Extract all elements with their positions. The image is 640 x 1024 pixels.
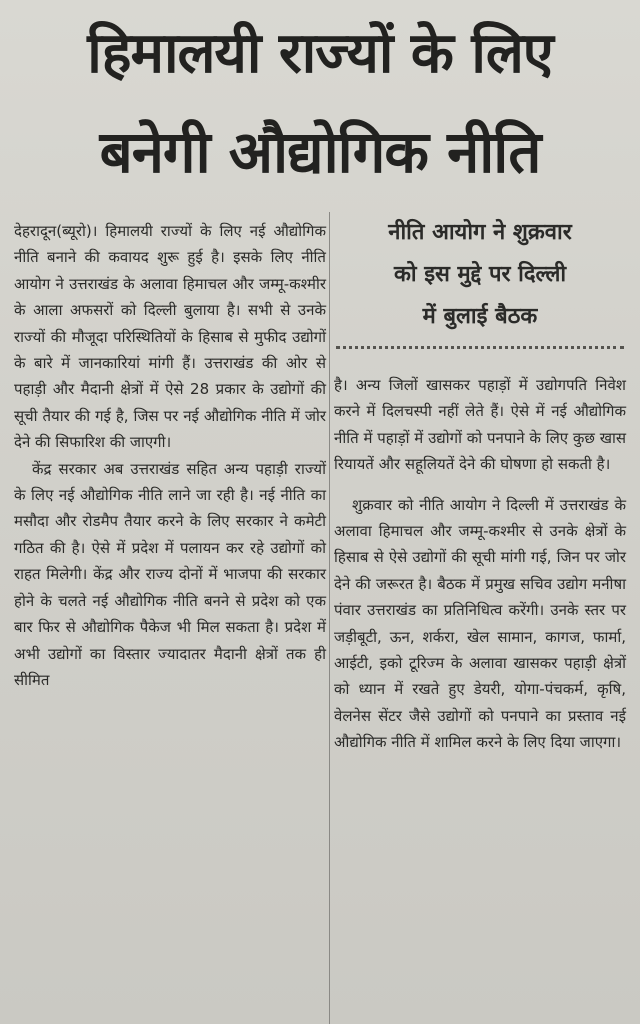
left-column xyxy=(14,218,326,693)
right-column xyxy=(334,372,626,756)
headline-line-2: बनेगी औद्योगिक नीति xyxy=(99,118,541,186)
headline-line-1: हिमालयी राज्यों के लिए xyxy=(87,21,553,86)
subheadline-divider xyxy=(336,346,624,349)
left-paragraph-2: केंद्र सरकार अब उत्तराखंड सहित अन्य पहाड़ी राज्यों के लिए नई औद्योगिक नीति लाने जा रही है। नई नीति का मसौदा और रोडमैप तैयार करने के लिए सरकार ने कमेटी गठित की है। ऐसे में प्रदेश में पलायन कर रहे उद्योगों को राहत मिलेगी। केंद्र और राज्य दोनों में भाजपा की सरकार होने के चलते नई औद्योगिक नीति बनने से प्रदेश को एक बार फिर से औद्योगिक पैकेज भी मिल सकता है। प्रदेश में अभी उद्योगों का विस्तार ज्यादातर मैदानी क्षेत्रों तक ही सीमित xyxy=(14,459,326,689)
subheadline-line-1: नीति आयोग ने शुक्रवार xyxy=(388,220,572,245)
subheadline-line-3: में बुलाई बैठक xyxy=(422,304,538,329)
right-paragraph-1: है। अन्य जिलों खासकर पहाड़ों में उद्योगपति निवेश करने में दिलचस्पी नहीं लेते हैं। ऐसे में नई औद्योगिक नीति में पहाड़ों में उद्योगों को पनपाने के लिए कुछ खास रियायतें और सहूलियतें देने की घोषणा हो सकती है। xyxy=(334,376,626,474)
subheadline-line-2: को इस मुद्दे पर दिल्ली xyxy=(393,262,567,287)
left-paragraph-1: देहरादून(ब्यूरो)। हिमालयी राज्यों के लिए नई औद्योगिक नीति बनाने की कवायद शुरू हुई है। इसके लिए नीति आयोग ने उत्तराखंड के अलावा हिमाचल और जम्मू-कश्मीर के आला अफसरों को दिल्ली बुलाया है। सभी से उनके राज्यों की मौजूदा परिस्थितियों के हिसाब से मुफीद उद्योगों के बारे में जानकारियां मांगी हैं। उत्तराखंड की ओर से पहाड़ी और मैदानी क्षेत्रों में ऐसे 28 प्रकार के उद्योगों की सूची तैयार की गई है, जिस पर नई औद्योगिक नीति में जोर देने की सिफारिश की जाएगी। xyxy=(14,222,326,452)
right-paragraph-2: शुक्रवार को नीति आयोग ने दिल्ली में उत्तराखंड के अलावा हिमाचल और जम्मू-कश्मीर से उनके क्षेत्रों के हिसाब से ऐसे उद्योगों की सूची मांगी गई, जिन पर जोर देने की जरूरत है। बैठक में प्रमुख सचिव उद्योग मनीषा पंवार उत्तराखंड का प्रतिनिधित्व करेंगी। उनके स्तर पर जड़ीबूटी, ऊन, शर्करा, खेल सामान, कागज, फार्मा, आईटी, इको टूरिज्म के अलावा खासकर पहाड़ी क्षेत्रों को ध्यान में रखते हुए डेयरी, योगा-पंचकर्म, कृषि, वेलनेस सेंटर जैसे उद्योगों को पनपाने का प्रस्ताव नई औद्योगिक नीति में शामिल करने के लिए दिया जाएगा। xyxy=(334,495,626,752)
subheadline xyxy=(334,212,626,338)
column-divider xyxy=(329,212,330,1024)
